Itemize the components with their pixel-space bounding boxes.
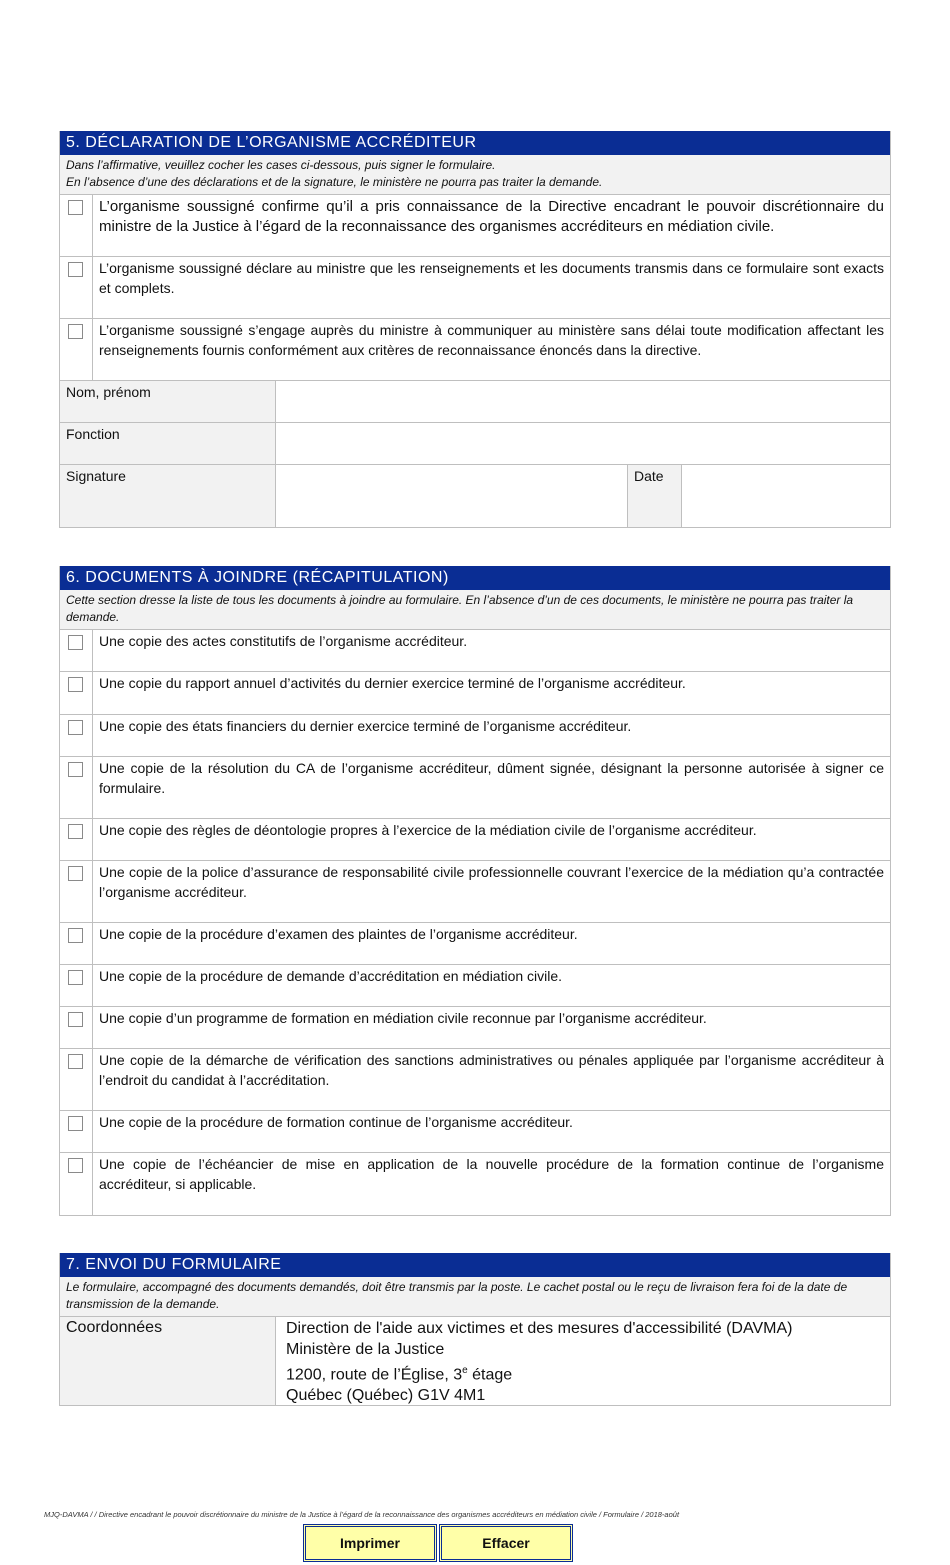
signature-row	[60, 465, 890, 527]
address-line-2: Ministère de la Justice	[286, 1341, 445, 1358]
declaration-text-2: L’organisme soussigné déclare au ministre que les renseignements et les documents transmis dans ce formulaire sont exacts et complets.	[99, 260, 884, 296]
document-text-5: Une copie des règles de déontologie propres à l’exercice de la médiation civile de l’organisme accréditeur.	[99, 822, 757, 838]
mailing-address	[276, 1317, 890, 1405]
document-text-1: Une copie des actes constitutifs de l’organisme accréditeur.	[99, 633, 468, 649]
declaration-checkbox-2[interactable]	[68, 262, 83, 277]
name-label: Nom, prénom	[60, 381, 276, 422]
document-checkbox-6[interactable]	[68, 866, 83, 881]
section-6-header: 6. DOCUMENTS À JOINDRE (RÉCAPITULATION)	[60, 566, 890, 590]
section-7-header: 7. ENVOI DU FORMULAIRE	[60, 1253, 890, 1277]
name-row	[60, 381, 890, 423]
document-text-3: Une copie des états financiers du dernier exercice terminé de l’organisme accréditeur.	[99, 718, 632, 734]
document-checkbox-8[interactable]	[68, 970, 83, 985]
document-checkbox-10[interactable]	[68, 1054, 83, 1069]
section-sending	[59, 1253, 891, 1406]
document-row	[60, 1153, 890, 1215]
document-row	[60, 819, 890, 861]
date-field[interactable]	[682, 465, 890, 527]
document-checkbox-9[interactable]	[68, 1012, 83, 1027]
function-field[interactable]	[276, 423, 890, 464]
function-row	[60, 423, 890, 465]
document-row	[60, 757, 890, 819]
address-line-1: Direction de l'aide aux victimes et des mesures d'accessibilité (DAVMA)	[286, 1320, 793, 1337]
document-row	[60, 1111, 890, 1153]
section-7-intro: Le formulaire, accompagné des documents demandés, doit être transmis par la poste. Le cachet postal ou le reçu de livraison fera foi de la date de transmission de la demande.	[60, 1277, 890, 1317]
document-text-8: Une copie de la procédure de demande d’accréditation en médiation civile.	[99, 968, 563, 984]
document-checkbox-1[interactable]	[68, 635, 83, 650]
section-5-header: 5. DÉCLARATION DE L’ORGANISME ACCRÉDITEUR	[60, 131, 890, 155]
coordinates-label: Coordonnées	[60, 1317, 276, 1405]
document-text-6: Une copie de la police d’assurance de responsabilité civile professionnelle couvrant l’exercice de la médiation qu’a contractée l’organisme accréditeur.	[99, 864, 884, 900]
function-label: Fonction	[60, 423, 276, 464]
section-declaration	[59, 131, 891, 528]
declaration-checkbox-1[interactable]	[68, 200, 83, 215]
declaration-row	[60, 257, 890, 319]
document-text-7: Une copie de la procédure d’examen des plaintes de l’organisme accréditeur.	[99, 926, 578, 942]
document-row	[60, 923, 890, 965]
document-row	[60, 861, 890, 923]
print-button[interactable]: Imprimer	[303, 1524, 437, 1562]
coordinates-row	[60, 1317, 890, 1405]
document-checkbox-11[interactable]	[68, 1116, 83, 1131]
document-checkbox-2[interactable]	[68, 677, 83, 692]
clear-button[interactable]: Effacer	[439, 1524, 573, 1562]
declaration-row	[60, 195, 890, 257]
declaration-text-3: L’organisme soussigné s’engage auprès du ministre à communiquer au ministère sans délai toute modification affectant les renseignements fournis conformément aux critères de reconnaissance énoncés dans la directive.	[99, 322, 884, 358]
section-documents	[59, 566, 891, 1216]
document-row	[60, 672, 890, 715]
document-text-10: Une copie de la démarche de vérification des sanctions administratives ou pénales appliquée par l’organisme accréditeur à l’endroit du candidat à l’accréditation.	[99, 1052, 884, 1088]
document-checkbox-7[interactable]	[68, 928, 83, 943]
signature-field[interactable]	[276, 465, 627, 527]
form-reference: MJQ-DAVMA / / Directive encadrant le pouvoir discrétionnaire du ministre de la Justice à l’égard de la reconnaissance des organismes accréditeurs en médiation civile / Formulaire / 2018-août	[44, 1510, 680, 1519]
address-line-3: 1200, route de l’Église, 3e étage	[286, 1365, 513, 1384]
document-checkbox-12[interactable]	[68, 1158, 83, 1173]
document-text-2: Une copie du rapport annuel d’activités du dernier exercice terminé de l’organisme accréditeur.	[99, 675, 686, 691]
document-row	[60, 965, 890, 1007]
section-5-intro-line1: Dans l’affirmative, veuillez cocher les cases ci-dessous, puis signer le formulaire.	[66, 158, 496, 172]
document-text-12: Une copie de l’échéancier de mise en application de la nouvelle procédure de la formation continue de l’organisme accréditeur, si applicable.	[99, 1156, 884, 1192]
document-row	[60, 630, 890, 672]
declaration-text-1: L’organisme soussigné confirme qu’il a pris connaissance de la Directive encadrant le pouvoir discrétionnaire du ministre de la Justice à l’égard de la reconnaissance des organismes accréditeurs en médiation civile.	[99, 198, 884, 235]
name-field[interactable]	[276, 381, 890, 422]
document-text-4: Une copie de la résolution du CA de l’organisme accréditeur, dûment signée, désignant la personne autorisée à signer ce formulaire.	[99, 760, 884, 796]
document-checkbox-5[interactable]	[68, 824, 83, 839]
section-6-intro: Cette section dresse la liste de tous les documents à joindre au formulaire. En l’absence d’un de ces documents, le ministère ne pourra pas traiter la demande.	[60, 590, 890, 630]
document-row	[60, 715, 890, 757]
document-row	[60, 1049, 890, 1111]
date-label: Date	[627, 465, 682, 527]
section-5-intro-line2: En l’absence d’une des déclarations et de la signature, le ministère ne pourra pas traiter la demande.	[66, 175, 603, 189]
document-text-11: Une copie de la procédure de formation continue de l’organisme accréditeur.	[99, 1114, 573, 1130]
document-text-9: Une copie d’un programme de formation en médiation civile reconnue par l’organisme accréditeur.	[99, 1010, 707, 1026]
section-5-intro	[60, 155, 890, 195]
address-line-4: Québec (Québec) G1V 4M1	[286, 1387, 486, 1405]
document-checkbox-3[interactable]	[68, 720, 83, 735]
declaration-checkbox-3[interactable]	[68, 324, 83, 339]
document-checkbox-4[interactable]	[68, 762, 83, 777]
signature-label: Signature	[60, 465, 276, 527]
declaration-row	[60, 319, 890, 381]
document-row	[60, 1007, 890, 1049]
